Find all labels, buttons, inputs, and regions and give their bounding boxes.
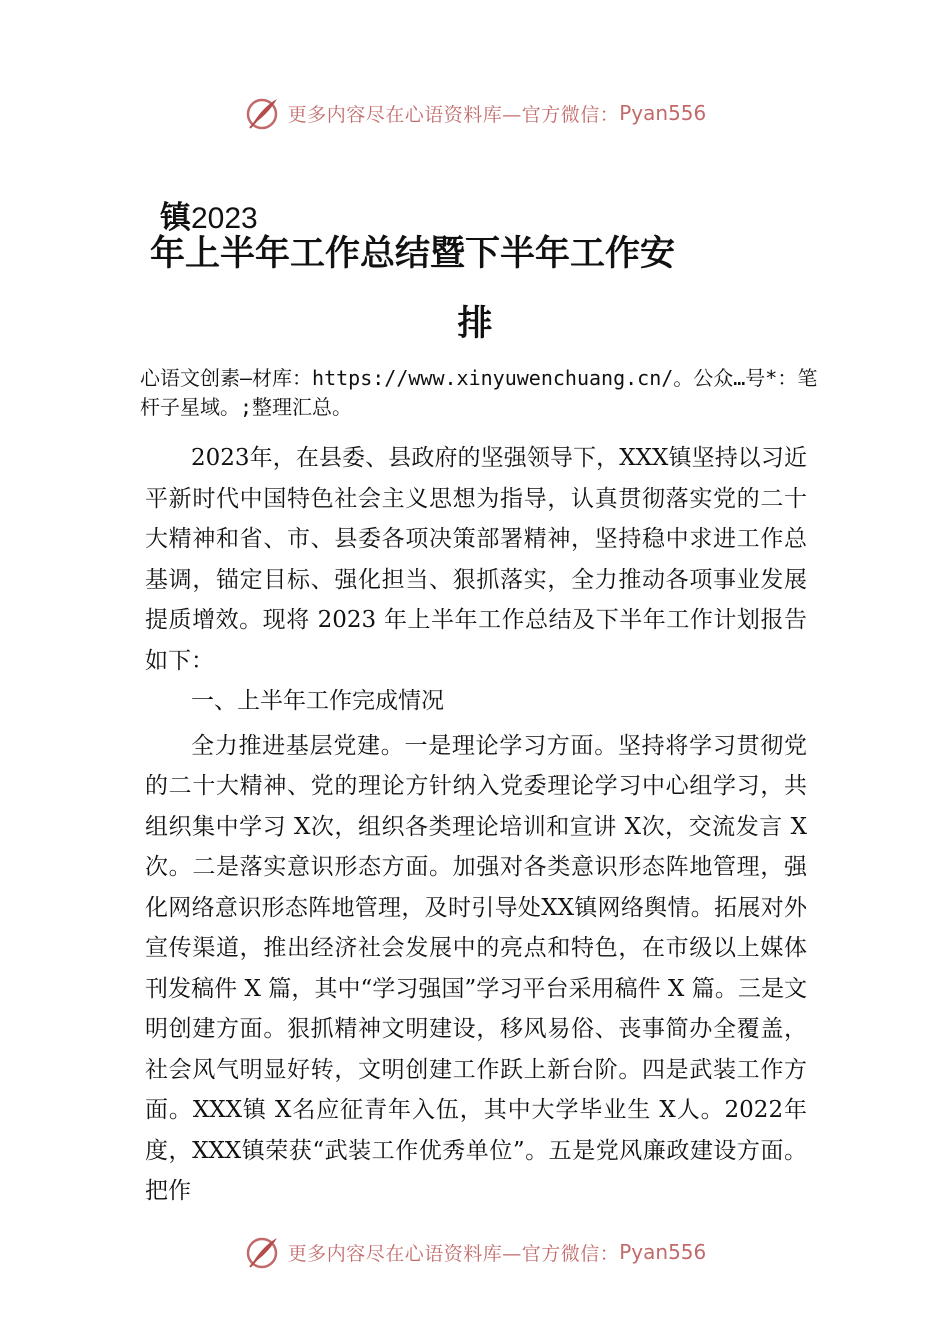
watermark-text: 更多内容尽在心语资料库—官方微信： [287,103,620,126]
page-title-line1: 年上半年工作总结暨下半年工作安 [150,233,676,274]
title-year: 2023 [191,202,258,235]
document-body [145,438,807,1212]
quill-logo-icon [244,1234,280,1270]
title-prefix: 镇 [160,200,191,236]
watermark-wechat-id: Pyan556 [619,101,707,125]
section-heading: 一、上半年工作完成情况 [191,688,444,714]
intro-paragraph: 2023年，在县委、县政府的坚强领导下，XXX镇坚持以习近平新时代中国特色社会主义思想为指导，认真贯彻落实党的二十大精神和省、市、县委各项决策部署精神，坚持稳中求进工作总基调，锚定目标、强化担当、狠抓落实，全力推动各项事业发展提质增效。现将 2023 年上半年工作总结及下半年工作计划报告如下： [145,445,807,674]
watermark-footer [0,1232,950,1272]
party-building-paragraph: 全力推进基层党建。一是理论学习方面。坚持将学习贯彻党的二十大精神、党的理论方针纳入党委理论学习中心组学习，共组织集中学习 X次，组织各类理论培训和宣讲 X次，交流发言 X次。二是落实意识形态方面。加强对各类意识形态阵地管理，强化网络意识形态阵地管理，及时引导处XX镇网络舆情。拓展对外宣传渠道，推出经济社会发展中的亮点和特色，在市级以上媒体刊发稿件 X 篇，其中“学习强国”学习平台采用稿件 X 篇。三是文明创建方面。狠抓精神文明建设，移风易俗、丧事简办全覆盖，社会风气明显好转，文明创建工作跃上新台阶。四是武装工作方面。XXX镇 X名应征青年入伍，其中大学毕业生 X人。2022年度，XXX镇荣获“武装工作优秀单位”。五是党风廉政建设方面。把作 [145,732,807,1204]
source-note: 心语文创素—材库：https://www.xinyuwenchuang.cn/。公众…号*：笔杆子星域。;整理汇总。 [140,366,818,419]
quill-logo-icon [244,95,280,131]
watermark-header [0,93,950,133]
watermark-text: 更多内容尽在心语资料库—官方微信： [287,1242,620,1265]
watermark-wechat-id: Pyan556 [619,1240,707,1264]
page-title-line2: 排 [457,303,493,344]
